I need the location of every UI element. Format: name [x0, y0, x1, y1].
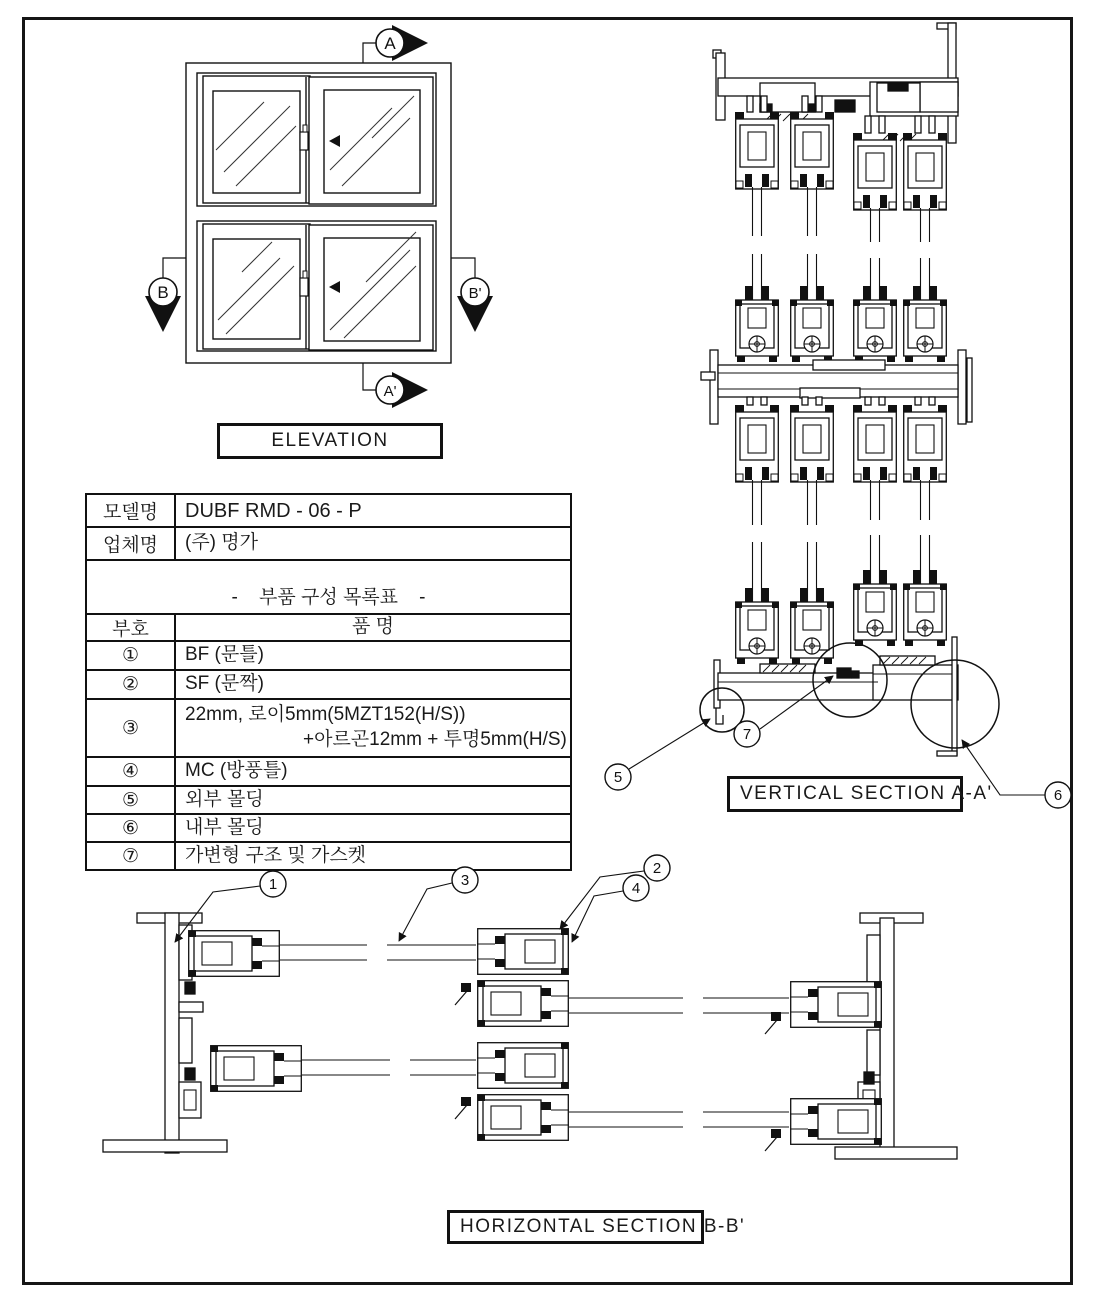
callout-7-text: 7	[742, 726, 752, 743]
table-row	[87, 640, 570, 669]
vertical-section-drawing	[600, 20, 1090, 820]
callout-2-text: 2	[652, 860, 662, 877]
callout-4	[572, 875, 649, 942]
callout-4-text: 4	[631, 880, 641, 897]
part-name: 가변형 구조 및 가스켓	[185, 844, 367, 866]
elevation-drawing	[130, 20, 510, 410]
part-name: BF (문틀)	[185, 644, 264, 666]
marker-b-text: B	[157, 283, 169, 302]
vertical-section-label-text: VERTICAL SECTION A-A'	[740, 783, 993, 804]
vertical-section-label	[727, 776, 993, 812]
section-marker-b-prime	[457, 278, 493, 332]
callout-3-text: 3	[460, 872, 470, 889]
table-row	[87, 669, 570, 698]
part-name	[176, 700, 570, 756]
part-name: 외부 몰딩	[185, 788, 264, 810]
table-row	[87, 785, 570, 813]
part-name-line2: +아르곤12mm + 투명5mm(H/S)	[303, 729, 567, 750]
parts-table	[85, 493, 572, 871]
table-row	[87, 813, 570, 841]
horizontal-section-label-text: HORIZONTAL SECTION B-B'	[460, 1216, 746, 1237]
window-elevation	[186, 63, 451, 363]
marker-b-prime-text: B'	[468, 285, 482, 302]
table-row-list-title	[87, 559, 570, 613]
table-row	[87, 756, 570, 785]
part-symbol: ④	[87, 758, 176, 785]
table-row	[87, 698, 570, 756]
horizontal-section-label	[447, 1210, 746, 1244]
part-symbol: ①	[87, 642, 176, 669]
callout-3	[399, 867, 478, 941]
horizontal-section-drawing	[95, 850, 1000, 1170]
section-marker-a-prime	[376, 372, 428, 408]
table-row-model	[87, 495, 570, 526]
marker-a-text: A	[384, 34, 396, 53]
marker-a-prime-text: A'	[383, 383, 397, 400]
company-label: 업체명	[87, 528, 176, 559]
table-row-company	[87, 526, 570, 559]
part-symbol: ⑦	[87, 843, 176, 869]
part-name: MC (방풍틀)	[185, 760, 288, 782]
callout-6-text: 6	[1053, 787, 1063, 804]
table-row-header	[87, 613, 570, 640]
callout-5-text: 5	[613, 769, 623, 786]
part-symbol: ⑥	[87, 815, 176, 841]
col-symbol-header: 부호	[87, 615, 176, 640]
part-symbol: ②	[87, 671, 176, 698]
lower-window-sashes	[735, 405, 947, 664]
elevation-label-text: ELEVATION	[271, 430, 389, 451]
part-symbol: ⑤	[87, 787, 176, 813]
upper-window-sashes	[735, 112, 947, 362]
list-title: - 부품 구성 목록표 -	[231, 587, 426, 608]
part-name-line1: 22mm, 로이5mm(5MZT152(H/S))	[185, 704, 466, 726]
model-label: 모델명	[87, 495, 176, 526]
part-symbol: ③	[87, 700, 176, 756]
section-marker-a	[376, 25, 428, 61]
callout-1-text: 1	[268, 876, 278, 893]
part-name: SF (문짝)	[185, 673, 264, 695]
elevation-label	[217, 423, 443, 459]
model-value: DUBF RMD - 06 - P	[185, 499, 362, 522]
col-name-header: 품 명	[352, 616, 394, 638]
part-name: 내부 몰딩	[185, 816, 264, 838]
company-value: (주) 명가	[185, 532, 258, 554]
callout-5	[605, 719, 710, 790]
section-marker-b	[145, 278, 181, 332]
